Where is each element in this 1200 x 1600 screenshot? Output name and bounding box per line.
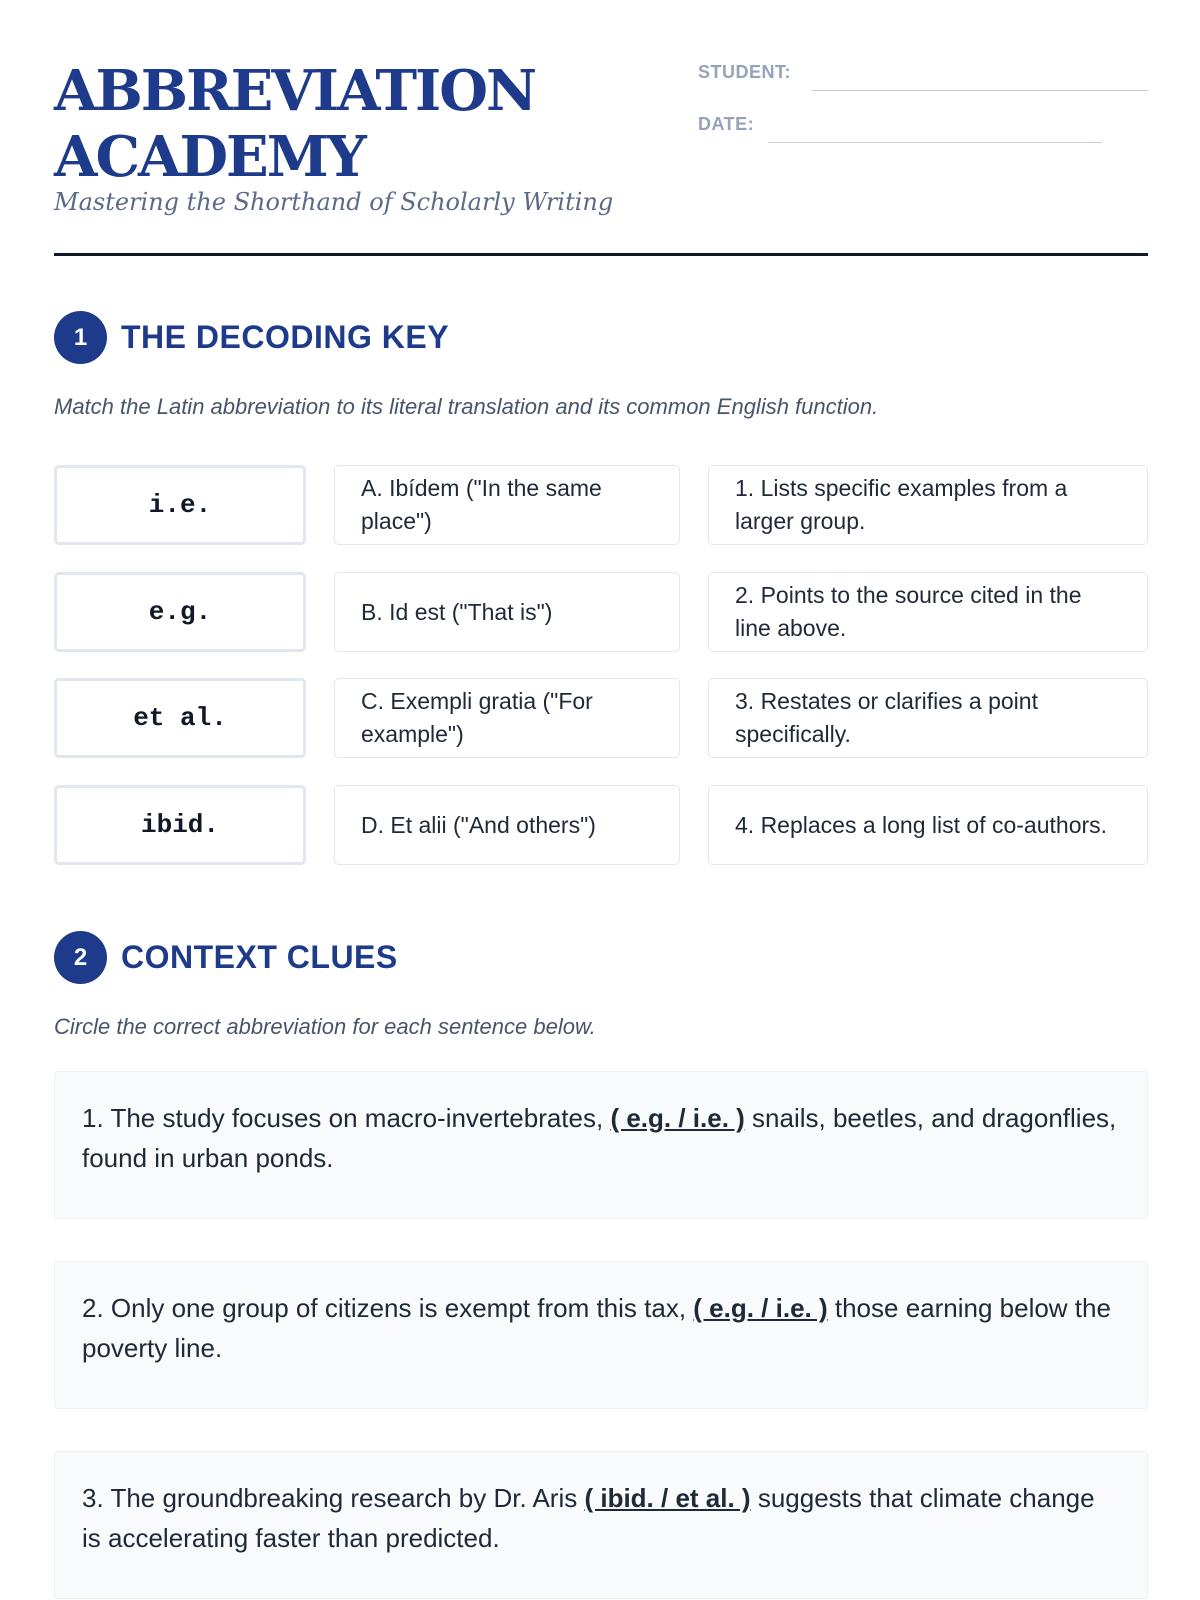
- section-2-title: CONTEXT CLUES: [121, 939, 398, 975]
- abbr-box-et-al[interactable]: et al.: [54, 678, 306, 758]
- abbreviation-choice[interactable]: ( ibid. / et al. ): [584, 1483, 751, 1513]
- sentence-text-after: snails, beetles, and dragonflies, found in urban ponds.: [82, 1103, 1117, 1173]
- worksheet-title: [54, 58, 654, 190]
- translation-box-b[interactable]: [334, 572, 680, 652]
- function-text: 4. Replaces a long list of co-authors.: [735, 811, 1108, 838]
- sentence-text-before: 1. The study focuses on macro-invertebrates,: [82, 1103, 611, 1133]
- section-2-badge: 2: [54, 931, 107, 984]
- function-text: 3. Restates or clarifies a point specifically.: [735, 688, 1038, 747]
- student-label: STUDENT:: [698, 62, 791, 82]
- abbr-box-ie[interactable]: i.e.: [54, 465, 306, 545]
- translation-box-c[interactable]: [334, 678, 680, 758]
- translation-box-a[interactable]: [334, 465, 680, 545]
- abbr-box-ibid[interactable]: ibid.: [54, 785, 306, 865]
- abbr-box-eg[interactable]: e.g.: [54, 572, 306, 652]
- function-text: 1. Lists specific examples from a larger group.: [735, 475, 1068, 534]
- sentence-text-after: suggests that climate change is accelerating faster than predicted.: [82, 1483, 1095, 1553]
- section-1-title: THE DECODING KEY: [121, 319, 450, 355]
- translation-text: A. Ibídem ("In the same place"): [361, 475, 602, 534]
- section-2-instructions: Circle the correct abbreviation for each sentence below.: [54, 1014, 596, 1039]
- date-label: DATE:: [698, 114, 755, 134]
- function-box-2[interactable]: [708, 572, 1148, 652]
- title-line-1: ABBREVIATION: [54, 58, 536, 124]
- header-divider: [54, 253, 1148, 256]
- function-box-1[interactable]: [708, 465, 1148, 545]
- title-line-2: ACADEMY: [54, 124, 365, 190]
- sentence-card-2: [54, 1261, 1148, 1409]
- translation-text: C. Exempli gratia ("For example"): [361, 688, 593, 747]
- sentence-card-1: [54, 1071, 1148, 1219]
- section-2-heading: [54, 931, 854, 985]
- sentence-text-after: those earning below the poverty line.: [82, 1293, 1111, 1363]
- sentence-card-3: [54, 1451, 1148, 1599]
- sentence-text-before: 3. The groundbreaking research by Dr. Aris: [82, 1483, 585, 1513]
- section-1-badge: 1: [54, 311, 107, 364]
- worksheet-header: [54, 58, 1148, 258]
- function-box-4[interactable]: [708, 785, 1148, 865]
- function-box-3[interactable]: [708, 678, 1148, 758]
- function-text: 2. Points to the source cited in the line above.: [735, 582, 1082, 641]
- date-line[interactable]: [768, 142, 1102, 143]
- translation-text: B. Id est ("That is"): [361, 598, 553, 625]
- abbreviation-choice[interactable]: ( e.g. / i.e. ): [610, 1103, 745, 1133]
- translation-box-d[interactable]: [334, 785, 680, 865]
- section-1-instructions: Match the Latin abbreviation to its literal translation and its common English function.: [54, 394, 879, 419]
- student-name-line[interactable]: [812, 90, 1148, 91]
- abbreviation-choice[interactable]: ( e.g. / i.e. ): [693, 1293, 828, 1323]
- worksheet-subtitle: Mastering the Shorthand of Scholarly Writing: [54, 188, 614, 216]
- translation-text: D. Et alii ("And others"): [361, 811, 596, 838]
- sentence-text-before: 2. Only one group of citizens is exempt from this tax,: [82, 1293, 694, 1323]
- section-1-heading: [54, 311, 854, 365]
